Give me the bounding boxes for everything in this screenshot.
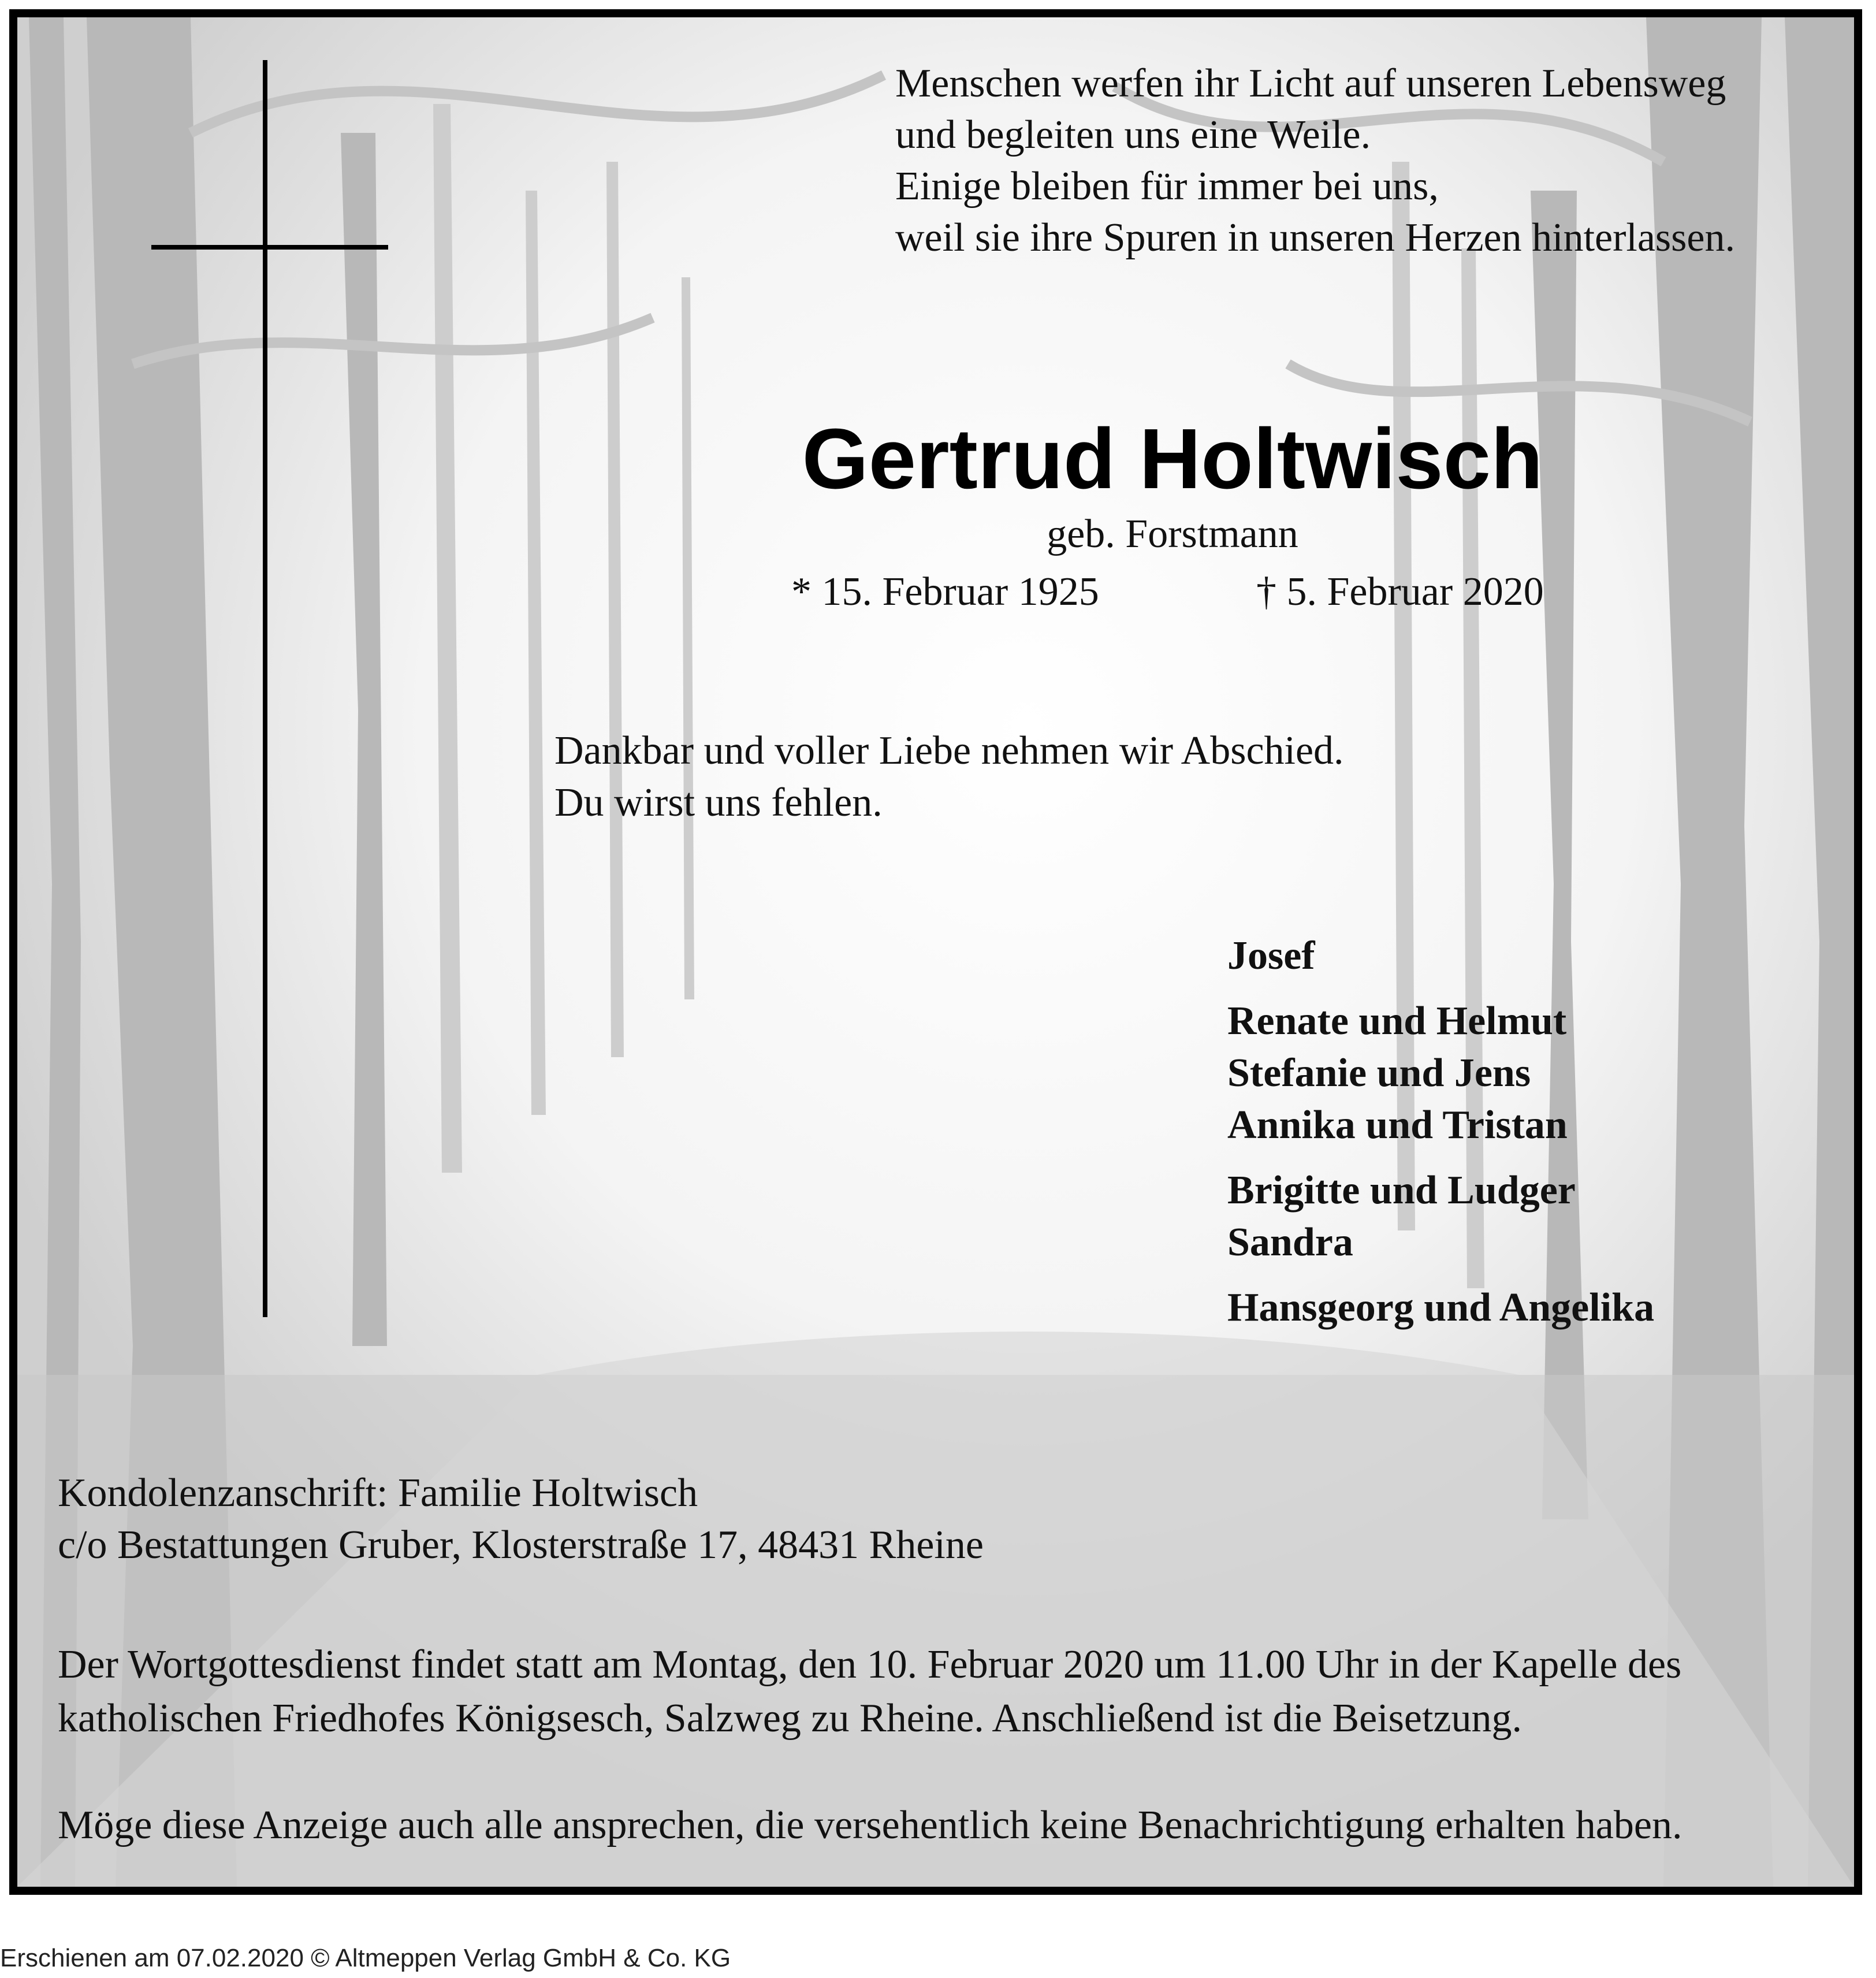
- mourner-name: Stefanie und Jens: [1227, 1051, 1531, 1095]
- death-date: † 5. Februar 2020: [1256, 570, 1544, 614]
- condolence-line: c/o Bestattungen Gruber, Klosterstraße 17, 48431 Rheine: [58, 1523, 984, 1567]
- mourner-name: Annika und Tristan: [1227, 1103, 1568, 1147]
- service-line: katholischen Friedhofes Königsesch, Salzweg zu Rheine. Anschließend ist die Beisetzung.: [58, 1696, 1523, 1741]
- mourner-name: Renate und Helmut: [1227, 999, 1567, 1043]
- condolence-address: [58, 1467, 984, 1571]
- condolence-line: Kondolenzanschrift: Familie Holtwisch: [58, 1471, 698, 1515]
- farewell-line: Du wirst uns fehlen.: [554, 780, 883, 825]
- mourner-name: Hansgeorg und Angelika: [1227, 1285, 1655, 1330]
- mourner-group: [1227, 1165, 1654, 1269]
- service-announcement: [58, 1638, 1681, 1745]
- mourner-group: [1227, 930, 1654, 982]
- poem-line: und begleiten uns eine Weile.: [895, 113, 1371, 157]
- publication-footer: Erschienen am 07.02.2020 © Altmeppen Verlag GmbH & Co. KG: [0, 1944, 731, 1972]
- mourner-name: Brigitte und Ludger: [1227, 1168, 1576, 1213]
- maiden-name: geb. Forstmann: [1047, 512, 1298, 556]
- farewell-text: [554, 725, 1344, 829]
- mourners-list: [1227, 930, 1654, 1347]
- birth-date: * 15. Februar 1925: [791, 570, 1099, 614]
- service-line: Der Wortgottesdienst findet statt am Montag, den 10. Februar 2020 um 11.00 Uhr in der Kapelle des: [58, 1642, 1682, 1687]
- mourner-group: [1227, 995, 1654, 1151]
- farewell-line: Dankbar und voller Liebe nehmen wir Abschied.: [554, 728, 1344, 773]
- poem: [895, 58, 1735, 263]
- deceased-name: Gertrud Holtwisch: [802, 411, 1543, 507]
- poem-line: Menschen werfen ihr Licht auf unseren Lebensweg: [895, 61, 1726, 106]
- mourner-group: [1227, 1282, 1654, 1334]
- mourner-name: Sandra: [1227, 1220, 1353, 1265]
- notice-note: Möge diese Anzeige auch alle ansprechen, die versehentlich keine Benachrichtigung erhalten haben.: [58, 1803, 1683, 1847]
- poem-line: weil sie ihre Spuren in unseren Herzen hinterlassen.: [895, 215, 1735, 260]
- poem-line: Einige bleiben für immer bei uns,: [895, 164, 1439, 209]
- cross-horizontal-bar: [151, 245, 388, 250]
- mourner-name: Josef: [1227, 934, 1315, 978]
